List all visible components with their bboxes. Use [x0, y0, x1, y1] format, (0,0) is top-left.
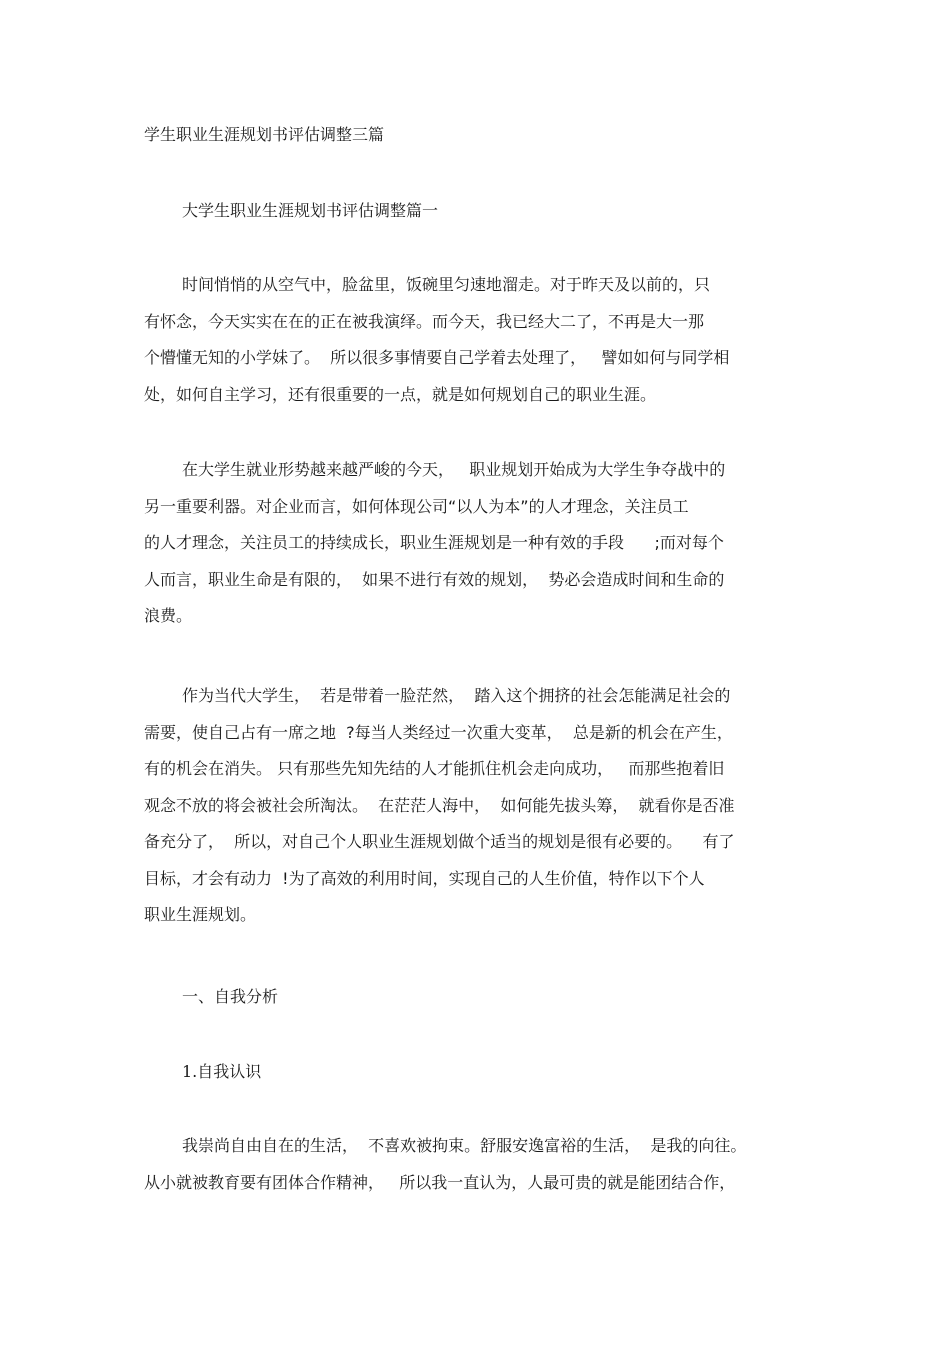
article-subtitle: 大学生职业生涯规划书评估调整篇一	[182, 201, 439, 220]
paragraph-line: 的人才理念，关注员工的持续成长，职业生涯规划是一种有效的手段 ;而对每个	[144, 533, 724, 552]
paragraph-line: 作为当代大学生， 若是带着一脸茫然， 踏入这个拥挤的社会怎能满足社会的	[182, 686, 731, 705]
paragraph-line: 处，如何自主学习，还有很重要的一点，就是如何规划自己的职业生涯。	[144, 384, 657, 404]
paragraph-line: 我崇尚自由自在的生活， 不喜欢被拘束。舒服安逸富裕的生活， 是我的向往。	[182, 1136, 747, 1155]
paragraph-4	[144, 1135, 824, 1208]
paragraph-line: 个懵懂无知的小学妹了。 所以很多事情要自己学着去处理了， 譬如如何与同学相	[144, 348, 730, 367]
paragraph-line: 人而言，职业生命是有限的， 如果不进行有效的规划， 势必会造成时间和生命的	[144, 569, 725, 589]
section-heading-self-analysis: 一、自我分析	[182, 987, 279, 1006]
document-title: 学生职业生涯规划书评估调整三篇	[144, 125, 385, 144]
paragraph-line: 另一重要利器。对企业而言，如何体现公司“以人为本”的人才理念，关注员工	[144, 496, 689, 516]
paragraph-line: 在大学生就业形势越来越严峻的今天， 职业规划开始成为大学生争夺战中的	[182, 460, 726, 479]
paragraph-line: 目标，才会有动力 !为了高效的利用时间，实现自己的人生价值，特作以下个人	[144, 868, 705, 888]
paragraph-2	[144, 459, 824, 642]
paragraph-line: 时间悄悄的从空气中，脸盆里，饭碗里匀速地溜走。对于昨天及以前的，只	[182, 275, 711, 294]
paragraph-line: 观念不放的将会被社会所淘汰。 在茫茫人海中， 如何能先拔头筹， 就看你是否准	[144, 795, 735, 815]
paragraph-line: 备充分了， 所以，对自己个人职业生涯规划做个适当的规划是很有必要的。 有了	[144, 832, 735, 851]
paragraph-line: 职业生涯规划。	[144, 905, 257, 924]
subsection-heading-self-awareness: 1.自我认识	[182, 1062, 262, 1081]
paragraph-1	[144, 274, 824, 420]
paragraph-line: 浪费。	[144, 606, 193, 625]
paragraph-line: 有的机会在消失。 只有那些先知先结的人才能抓住机会走向成功， 而那些抱着旧	[144, 759, 725, 778]
paragraph-3	[144, 685, 824, 941]
paragraph-line: 从小就被教育要有团体合作精神， 所以我一直认为，人最可贵的就是能团结合作，	[144, 1172, 736, 1192]
paragraph-line: 有怀念，今天实实在在的正在被我演绎。而今天，我已经大二了，不再是大一那	[144, 311, 705, 331]
paragraph-line: 需要，使自己占有一席之地 ?每当人类经过一次重大变革， 总是新的机会在产生，	[144, 722, 733, 742]
